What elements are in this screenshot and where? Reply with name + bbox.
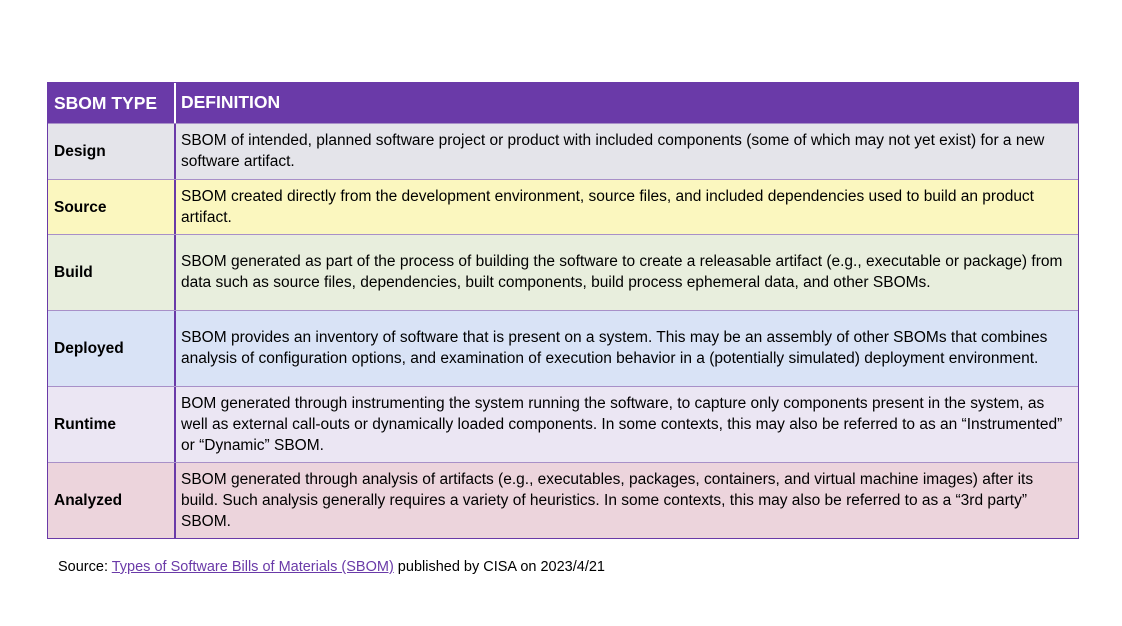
- sbom-type-cell: Source: [48, 180, 176, 234]
- definition-cell: SBOM provides an inventory of software that is present on a system. This may be an assembly of other SBOMs that combines analysis of configuration options, and examination of execution behavior in a (potentially simulated) deployment environment.: [181, 329, 1048, 367]
- header-definition: DEFINITION: [181, 92, 281, 112]
- table-row-deployed: [48, 310, 1078, 386]
- table-row-runtime: [48, 386, 1078, 462]
- sbom-types-table: [47, 82, 1079, 539]
- table-row-build: [48, 234, 1078, 310]
- definition-cell: SBOM generated as part of the process of building the software to create a releasable artifact (e.g., executable or package) from data such as source files, dependencies, built components, build process ephemeral data, and other SBOMs.: [181, 253, 1063, 291]
- sbom-type-cell: Deployed: [48, 311, 176, 386]
- table-row-design: [48, 123, 1078, 179]
- definition-cell: SBOM created directly from the development environment, source files, and included dependencies used to build an product artifact.: [181, 187, 1034, 226]
- definition-cell: BOM generated through instrumenting the system running the software, to capture only components present in the system, as well as external call-outs or dynamically loaded components. In some contexts, this may also be referred to as an “Instrumented” or “Dynamic” SBOM.: [181, 394, 1063, 454]
- table-header-row: [48, 83, 1078, 123]
- source-prefix: Source:: [58, 559, 112, 575]
- source-link[interactable]: Types of Software Bills of Materials (SBOM): [111, 559, 394, 575]
- table-row-source: [48, 179, 1078, 234]
- sbom-type-cell: Build: [48, 235, 176, 310]
- definition-cell: SBOM generated through analysis of artifacts (e.g., executables, packages, containers, and virtual machine images) after its build. Such analysis generally requires a variety of heuristics. In some contexts, this may also be referred to as a “3rd party” SBOM.: [181, 470, 1034, 530]
- source-citation: [58, 559, 605, 575]
- sbom-type-cell: Runtime: [48, 387, 176, 462]
- header-sbom-type: SBOM TYPE: [48, 83, 176, 123]
- table-row-analyzed: [48, 462, 1078, 538]
- source-suffix: published by CISA on 2023/4/21: [393, 559, 605, 575]
- sbom-type-cell: Design: [48, 124, 176, 179]
- sbom-type-cell: Analyzed: [48, 463, 176, 538]
- definition-cell: SBOM of intended, planned software project or product with included components (some of which may not yet exist) for a new software artifact.: [181, 132, 1045, 170]
